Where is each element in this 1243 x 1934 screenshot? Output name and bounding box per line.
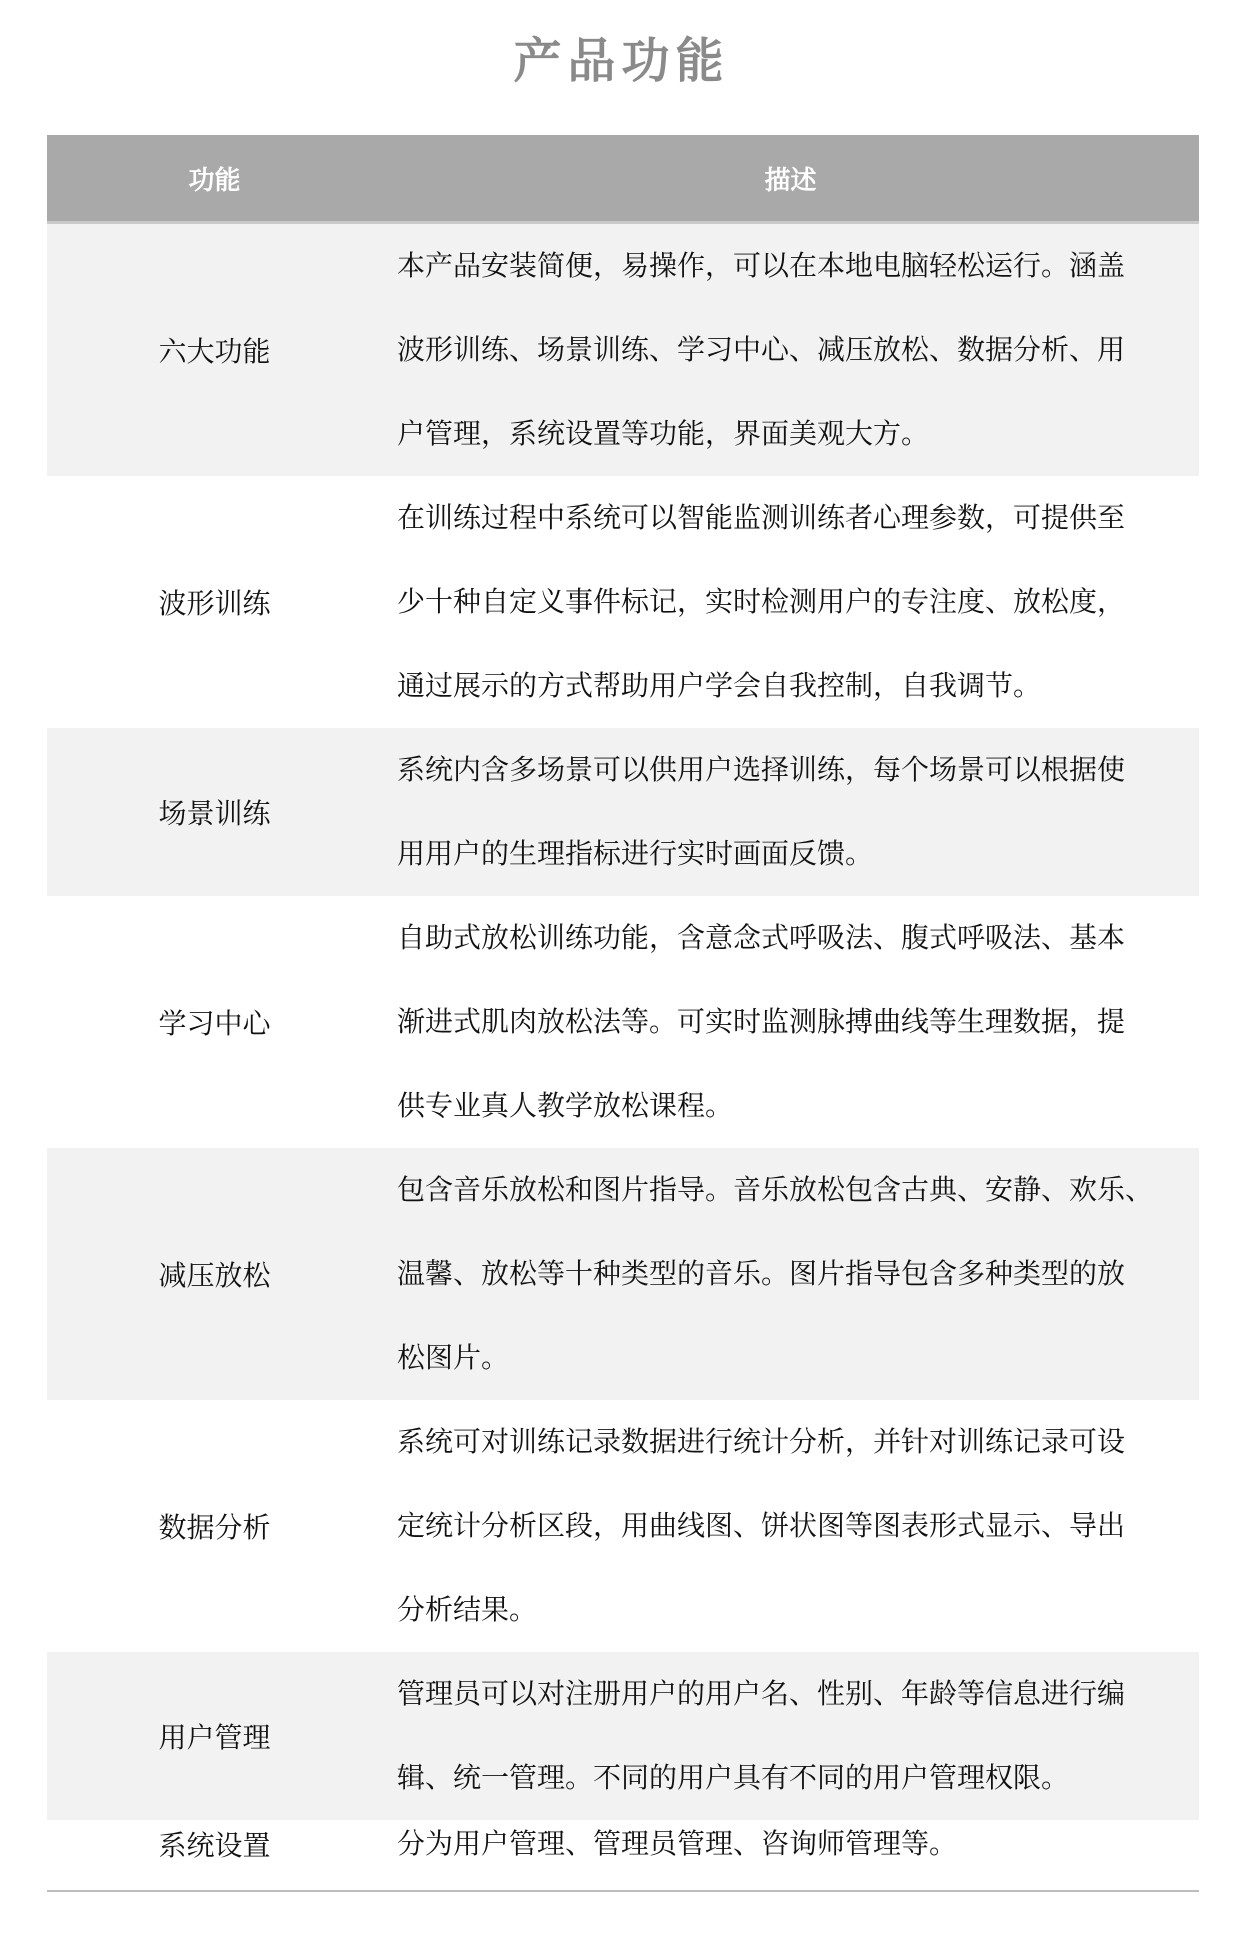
description-cell: [382, 1400, 1199, 1652]
description-cell: [382, 476, 1199, 728]
description-line: 系统可对训练记录数据进行统计分析，并针对训练记录可设: [397, 1425, 1126, 1458]
function-cell: 场景训练: [158, 797, 271, 830]
function-cell: 系统设置: [158, 1829, 271, 1862]
description-cell: [382, 1148, 1199, 1400]
table-row: [47, 1400, 1199, 1652]
description-line: 通过展示的方式帮助用户学会自我控制，自我调节。: [397, 669, 1042, 702]
description-cell: [382, 224, 1199, 476]
description-cell: [382, 728, 1199, 896]
table-row: [47, 476, 1199, 728]
table-row: [47, 1148, 1199, 1400]
description-line: 分析结果。: [397, 1593, 538, 1626]
description-line: 管理员可以对注册用户的用户名、性别、年龄等信息进行编: [397, 1677, 1126, 1710]
table-row: [47, 224, 1199, 476]
description-line: 定统计分析区段，用曲线图、饼状图等图表形式显示、导出: [397, 1509, 1126, 1542]
description-cell: [382, 896, 1199, 1148]
description-cell: [382, 1652, 1199, 1820]
description-line: 温馨、放松等十种类型的音乐。图片指导包含多种类型的放: [397, 1257, 1126, 1290]
function-cell: 数据分析: [158, 1511, 271, 1544]
description-line: 松图片。: [397, 1341, 510, 1374]
bottom-divider: [47, 1890, 1199, 1892]
table-row: [47, 896, 1199, 1148]
description-line: 辑、统一管理。不同的用户具有不同的用户管理权限。: [397, 1761, 1070, 1794]
description-line: 用用户的生理指标进行实时画面反馈。: [397, 837, 874, 870]
table-row: [47, 1820, 1199, 1868]
description-line: 本产品安装简便，易操作，可以在本地电脑轻松运行。涵盖: [397, 249, 1126, 282]
description-cell: [382, 1820, 1199, 1868]
description-line: 波形训练、场景训练、学习中心、减压放松、数据分析、用: [397, 333, 1126, 366]
description-line: 系统内含多场景可以供用户选择训练，每个场景可以根据使: [397, 753, 1126, 786]
table-row: [47, 728, 1199, 896]
function-cell: 学习中心: [158, 1007, 271, 1040]
description-line: 在训练过程中系统可以智能监测训练者心理参数，可提供至: [397, 501, 1126, 534]
description-line: 包含音乐放松和图片指导。音乐放松包含古典、安静、欢乐、: [397, 1173, 1154, 1206]
header-function: 功能: [188, 165, 241, 196]
description-line: 户管理，系统设置等功能，界面美观大方。: [397, 417, 930, 450]
header-description: 描述: [764, 165, 817, 196]
function-cell: 六大功能: [158, 335, 271, 368]
table-header: [47, 135, 1199, 224]
function-cell: 减压放松: [158, 1259, 271, 1292]
description-line: 供专业真人教学放松课程。: [397, 1089, 734, 1122]
function-cell: 用户管理: [158, 1721, 271, 1754]
page-title: 产品功能: [513, 33, 730, 89]
function-cell: 波形训练: [158, 587, 271, 620]
description-line: 自助式放松训练功能，含意念式呼吸法、腹式呼吸法、基本: [397, 921, 1126, 954]
description-line: 少十种自定义事件标记，实时检测用户的专注度、放松度，: [397, 585, 1126, 618]
feature-table: [47, 135, 1199, 1868]
description-line: 渐进式肌肉放松法等。可实时监测脉搏曲线等生理数据，提: [397, 1005, 1126, 1038]
table-row: [47, 1652, 1199, 1820]
description-line: 分为用户管理、管理员管理、咨询师管理等。: [397, 1827, 958, 1860]
